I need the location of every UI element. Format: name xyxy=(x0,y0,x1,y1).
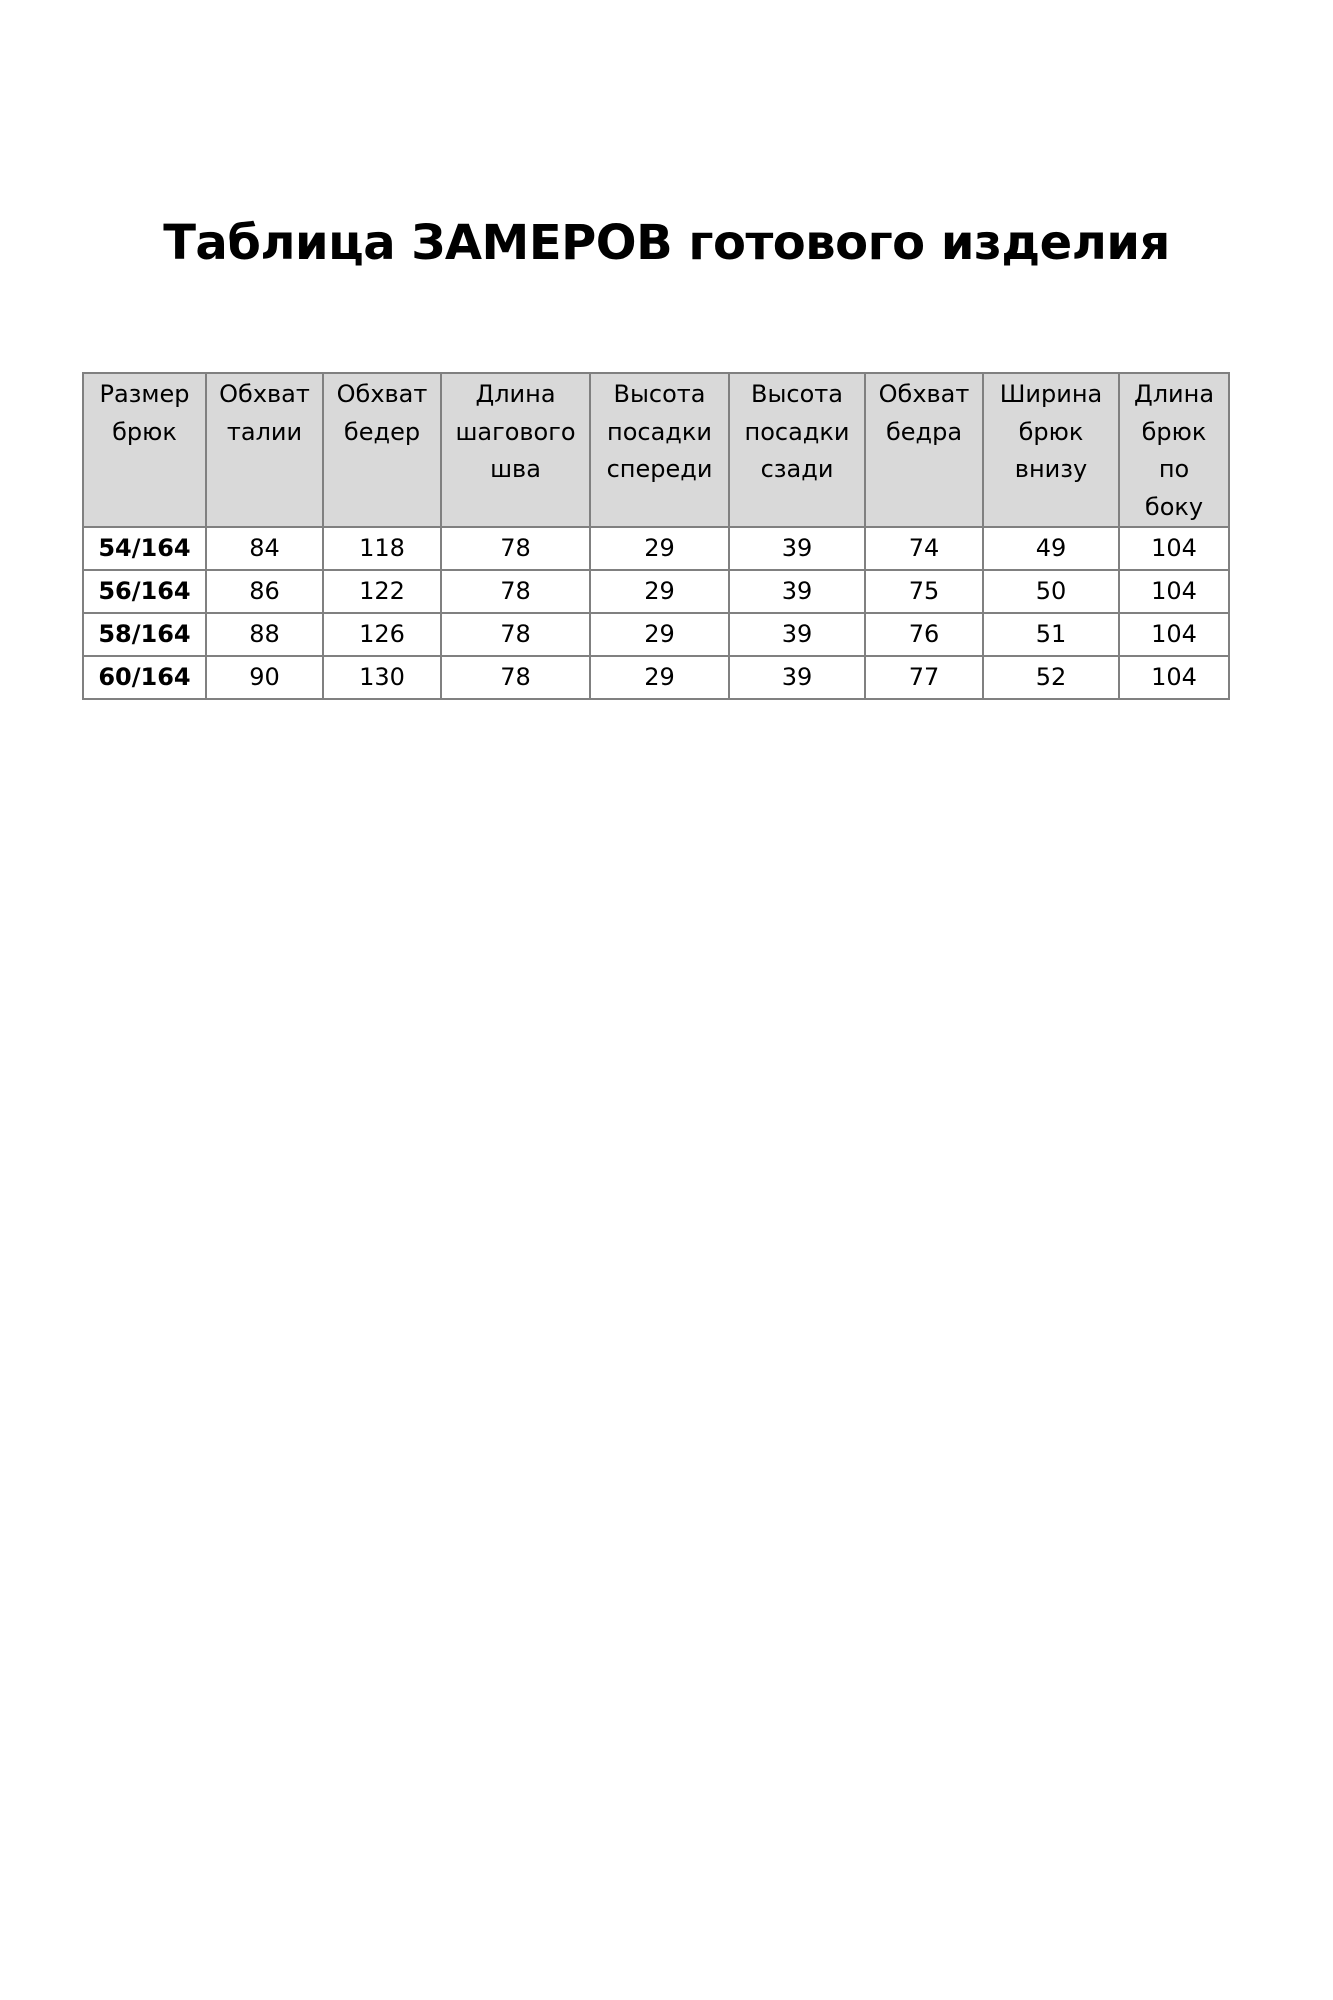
table-cell: 118 xyxy=(323,527,441,570)
table-row xyxy=(83,613,1229,656)
table-row xyxy=(83,527,1229,570)
table-cell: 90 xyxy=(206,656,323,699)
table-cell: 88 xyxy=(206,613,323,656)
size-cell: 58/164 xyxy=(83,613,206,656)
table-cell: 52 xyxy=(983,656,1119,699)
size-cell: 54/164 xyxy=(83,527,206,570)
table-row xyxy=(83,656,1229,699)
table-cell: 49 xyxy=(983,527,1119,570)
table-cell: 39 xyxy=(729,570,865,613)
measurements-table xyxy=(82,372,1230,700)
table-cell: 78 xyxy=(441,613,590,656)
table-cell: 104 xyxy=(1119,527,1229,570)
header-waist-girth: Обхват талии xyxy=(206,373,323,527)
table-cell: 78 xyxy=(441,656,590,699)
size-cell: 56/164 xyxy=(83,570,206,613)
header-inseam-length: Длина шагового шва xyxy=(441,373,590,527)
table-cell: 29 xyxy=(590,570,729,613)
table-cell: 122 xyxy=(323,570,441,613)
table-cell: 39 xyxy=(729,656,865,699)
table-cell: 39 xyxy=(729,613,865,656)
table-cell: 74 xyxy=(865,527,983,570)
header-side-length: Длина брюк по боку xyxy=(1119,373,1229,527)
table-cell: 51 xyxy=(983,613,1119,656)
header-thigh-girth: Обхват бедра xyxy=(865,373,983,527)
table-header-row xyxy=(83,373,1229,527)
header-front-rise: Высота посадки спереди xyxy=(590,373,729,527)
size-cell: 60/164 xyxy=(83,656,206,699)
table-cell: 75 xyxy=(865,570,983,613)
page-title: Таблица ЗАМЕРОВ готового изделия xyxy=(163,215,1170,272)
table-cell: 29 xyxy=(590,656,729,699)
table-cell: 126 xyxy=(323,613,441,656)
table-cell: 77 xyxy=(865,656,983,699)
table-cell: 76 xyxy=(865,613,983,656)
table-cell: 78 xyxy=(441,527,590,570)
table-cell: 130 xyxy=(323,656,441,699)
table-cell: 104 xyxy=(1119,570,1229,613)
table-cell: 29 xyxy=(590,613,729,656)
table-cell: 50 xyxy=(983,570,1119,613)
table-row xyxy=(83,570,1229,613)
table-cell: 86 xyxy=(206,570,323,613)
table-cell: 104 xyxy=(1119,656,1229,699)
table-cell: 39 xyxy=(729,527,865,570)
header-back-rise: Высота посадки сзади xyxy=(729,373,865,527)
header-pants-size: Размер брюк xyxy=(83,373,206,527)
table-cell: 78 xyxy=(441,570,590,613)
header-hem-width: Ширина брюк внизу xyxy=(983,373,1119,527)
table-cell: 84 xyxy=(206,527,323,570)
table-cell: 104 xyxy=(1119,613,1229,656)
table-cell: 29 xyxy=(590,527,729,570)
header-hip-girth: Обхват бедер xyxy=(323,373,441,527)
